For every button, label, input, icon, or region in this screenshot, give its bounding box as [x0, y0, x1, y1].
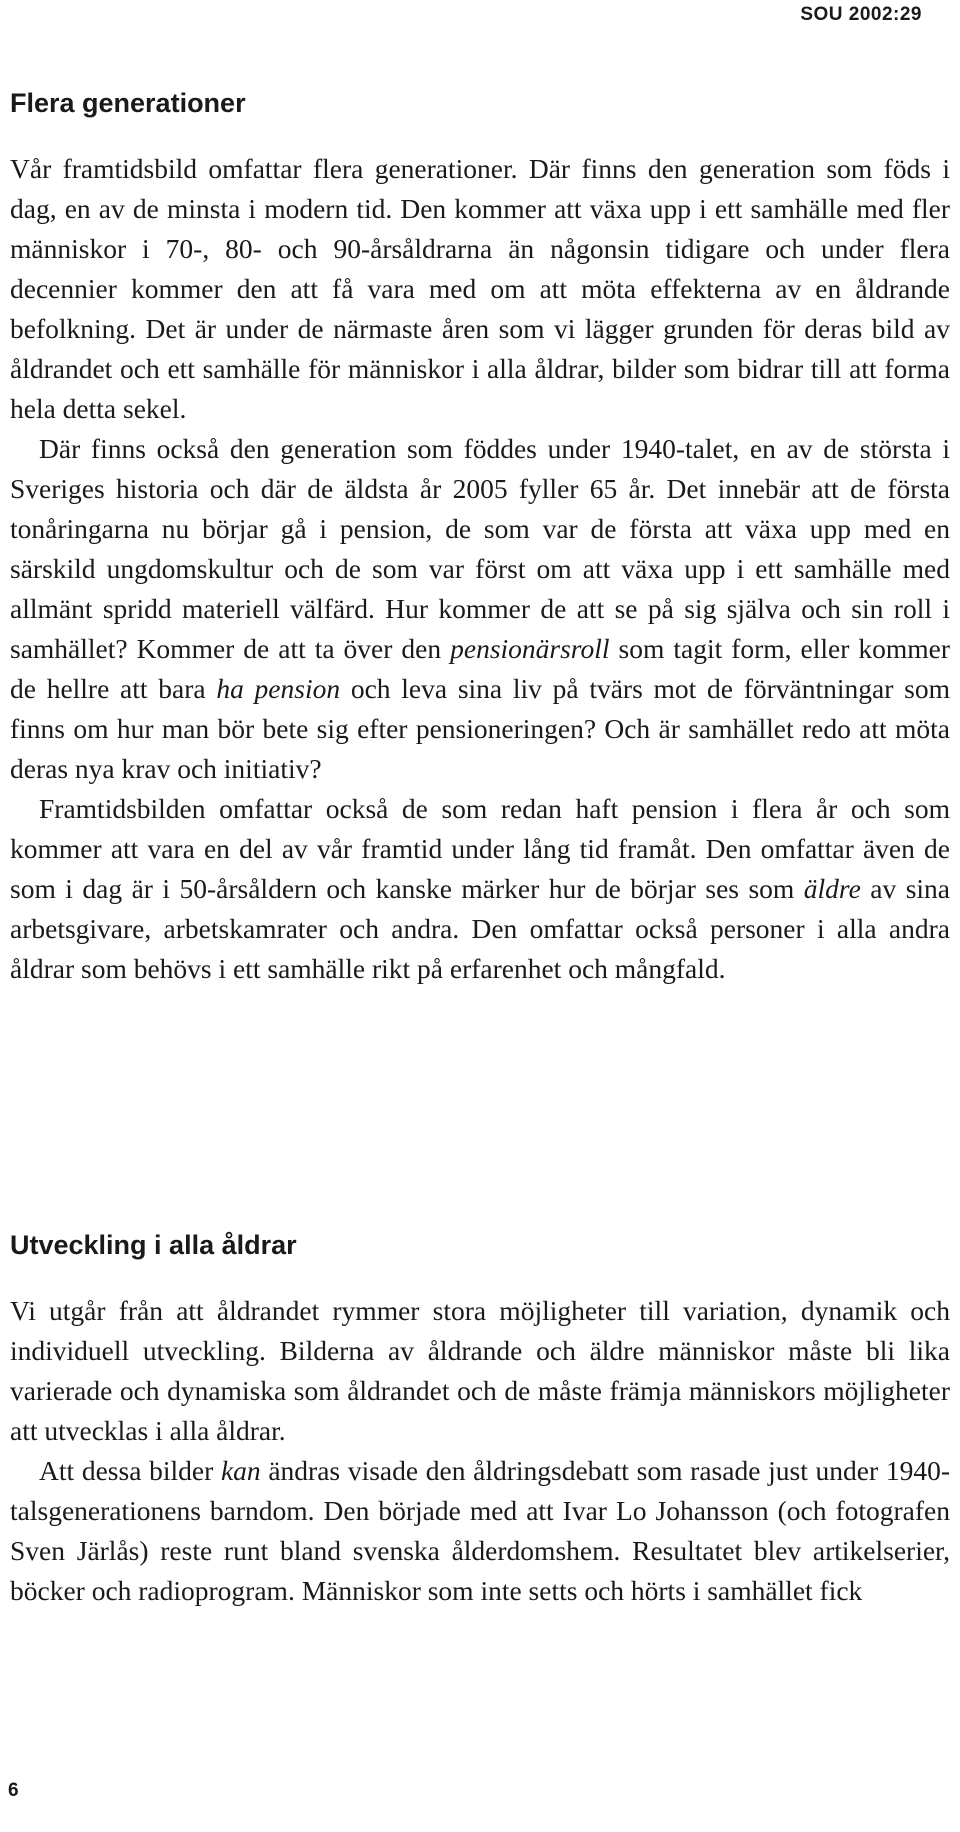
page-number: 6: [8, 1780, 19, 1801]
paragraph-text: av sina arbetsgivare, arbetskamrater och andra. Den omfattar också personer i alla andra åldrar som behövs i ett samhälle rikt på erfarenhet och mångfald.: [10, 873, 950, 984]
paragraph: [10, 1291, 950, 1451]
emphasis-text: ha pension: [216, 673, 341, 704]
paragraph-text: som tagit form, eller kommer de hellre att bara: [10, 633, 951, 704]
paragraph: [10, 429, 950, 789]
running-head: SOU 2002:29: [800, 4, 922, 25]
paragraph-text: Där finns också den generation som föddes under 1940-talet, en av de största i Sveriges historia och där de äldsta år 2005 fyller 65 år. Det innebär att de första tonåringarna nu börjar gå i pension, de som var de första att växa upp med en särskild ungdomskultur och de som var först om att växa upp i ett samhälle med allmänt spridd materiell välfärd. Hur kommer de att se på sig själva och sin roll i samhället? Kommer de att ta över den: [10, 433, 950, 664]
paragraph-text: Vi utgår från att åldrandet rymmer stora möjligheter till variation, dynamik och individuell utveckling. Bilderna av åldrande och äldre människor måste bli lika varierade och dynamiska som åldrandet och de måste främja människors möjligheter att utvecklas i alla åldrar.: [10, 1295, 950, 1446]
emphasis-text: äldre: [803, 873, 861, 904]
section-body-flera-generationer: [10, 149, 950, 989]
section-heading-utveckling-i-alla-aldrar: Utveckling i alla åldrar: [10, 1230, 297, 1260]
paragraph-text: Att dessa bilder: [39, 1455, 221, 1486]
paragraph-text: och leva sina liv på tvärs mot de förväntningar som finns om hur man bör bete sig efter pensioneringen? Och är samhället redo att möta deras nya krav och initiativ?: [10, 673, 950, 784]
paragraph-text: Framtidsbilden omfattar också de som redan haft pension i flera år och som kommer att vara en del av vår framtid under lång tid framåt. Den omfattar även de som i dag är i 50-årsåldern och kanske märker hur de börjar ses som: [10, 793, 950, 904]
section-body-utveckling-i-alla-aldrar: [10, 1291, 950, 1611]
paragraph: [10, 149, 950, 429]
emphasis-text: pensionärsroll: [450, 633, 610, 664]
paragraph-text: Vår framtidsbild omfattar flera generationer. Där finns den generation som föds i dag, en av de minsta i modern tid. Den kommer att växa upp i ett samhälle med fler människor i 70-, 80- och 90-årsåldrarna än någonsin tidigare och under flera decennier kommer den att få vara med om att möta effekterna av en åldrande befolkning. Det är under de närmaste åren som vi lägger grunden för deras bild av åldrandet och ett samhälle för människor i alla åldrar, bilder som bidrar till att forma hela detta sekel.: [10, 153, 950, 424]
paragraph-text: ändras visade den åldringsdebatt som rasade just under 1940-talsgenerationens barndom. Den började med att Ivar Lo Johansson (och fotografen Sven Järlås) reste runt bland svenska ålderdomshem. Resultatet blev artikelserier, böcker och radioprogram. Människor som inte setts och hörts i samhället fick: [10, 1455, 950, 1606]
section-heading-flera-generationer: Flera generationer: [10, 88, 246, 118]
paragraph: [10, 789, 950, 989]
emphasis-text: kan: [220, 1455, 261, 1486]
paragraph: [10, 1451, 950, 1611]
